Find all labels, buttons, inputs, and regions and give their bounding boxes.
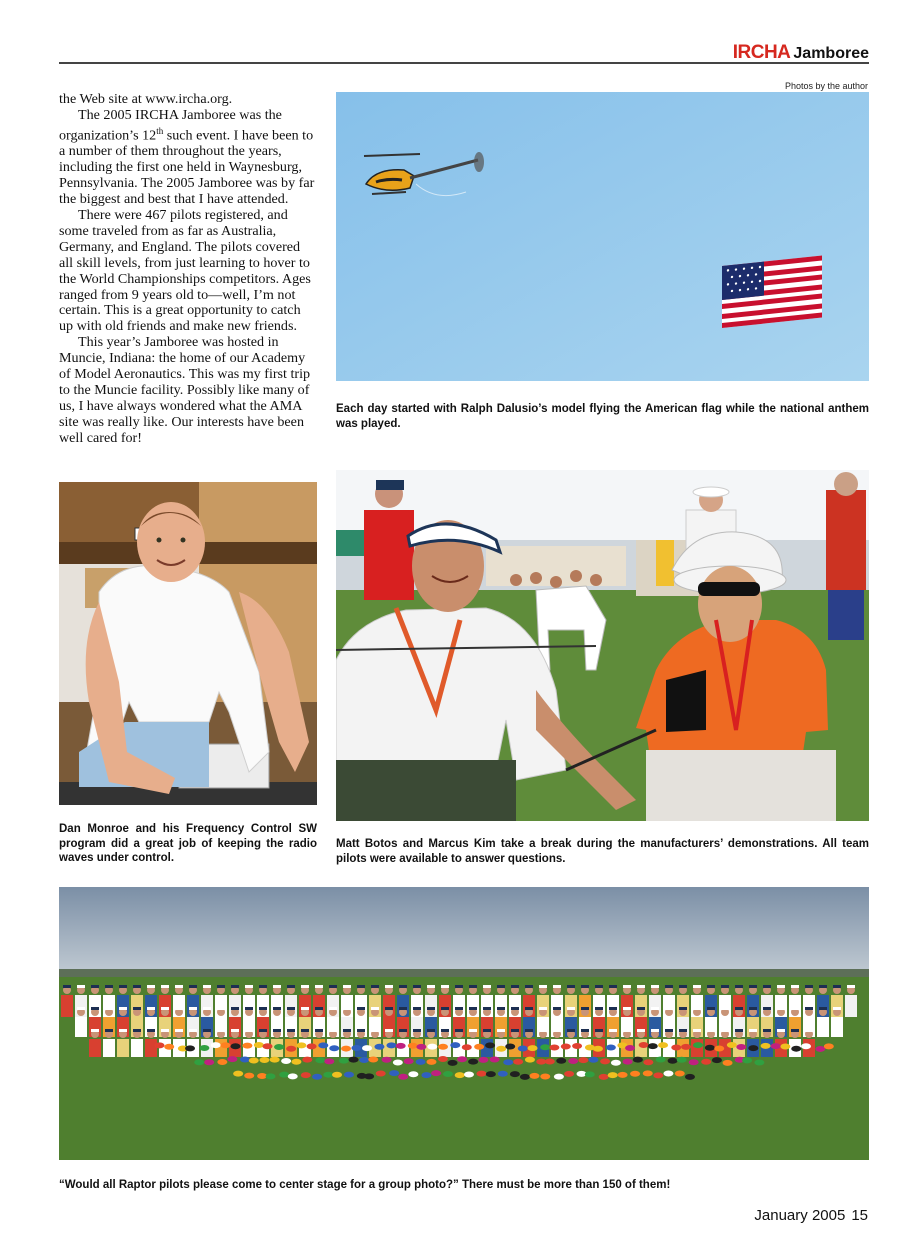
caption-dan: Dan Monroe and his Frequency Control SW program did a great job of keeping the radio waves under control. [59, 823, 317, 864]
page-number: 15 [851, 1207, 868, 1224]
american-flag-icon [722, 255, 822, 328]
paragraph-4: This year’s Jamboree was hosted in Muncie, Indiana: the home of our Academy of Model Aeronautics. This was my first trip to the Muncie facility. Possibly like many of us, I have always wondered what the AMA site was really like. Our interests have been well cared for! [59, 334, 311, 446]
photo-group [59, 887, 869, 1160]
page-header [59, 38, 869, 64]
section-brand [733, 42, 869, 64]
caption-matt: Matt Botos and Marcus Kim take a break during the manufacturers’ demonstrations. All team pilots were available to answer questions. [336, 838, 869, 865]
article-body [59, 92, 317, 447]
photo-dan-monroe [59, 482, 317, 805]
caption-group: “Would all Raptor pilots please come to center stage for a group photo?” There must be more than 150 of them! [59, 1179, 671, 1191]
brand-ircha: IRCHA [732, 42, 791, 63]
photo-matt-marcus [336, 470, 869, 821]
paragraph-2-start: The 2005 IRCHA Jamboree was the organization’s 12 [59, 106, 282, 144]
issue-date: January 2005 [754, 1207, 846, 1224]
paragraph-2 [59, 108, 317, 208]
ordinal-suffix: th [156, 125, 164, 136]
photo-credit: Photos by the author [784, 81, 868, 91]
brand-jamboree: Jamboree [793, 45, 869, 62]
paragraph-3: There were 467 pilots registered, and some traveled from as far as Australia, Germany, and England. The pilots covered all skill levels, from just learning to hover to the World Championships competitors. Ages ranged from 9 years old to—well, I’m not certain. This is a great opportunity to catch up with old friends and make new friends. [59, 207, 311, 335]
paragraph-1: the Web site at www.ircha.org. [59, 91, 233, 107]
photo-helicopter-flag [336, 92, 869, 381]
paragraph-2-end: such event. I have been to a number of them throughout the years, including the first one held in Waynesburg, Pennsylvania. The 2005 Jamboree was by far the biggest and best that I have attended. [59, 127, 315, 208]
caption-flag: Each day started with Ralph Dalusio’s model flying the American flag while the national anthem was played. [336, 403, 869, 430]
page-footer [754, 1207, 868, 1224]
